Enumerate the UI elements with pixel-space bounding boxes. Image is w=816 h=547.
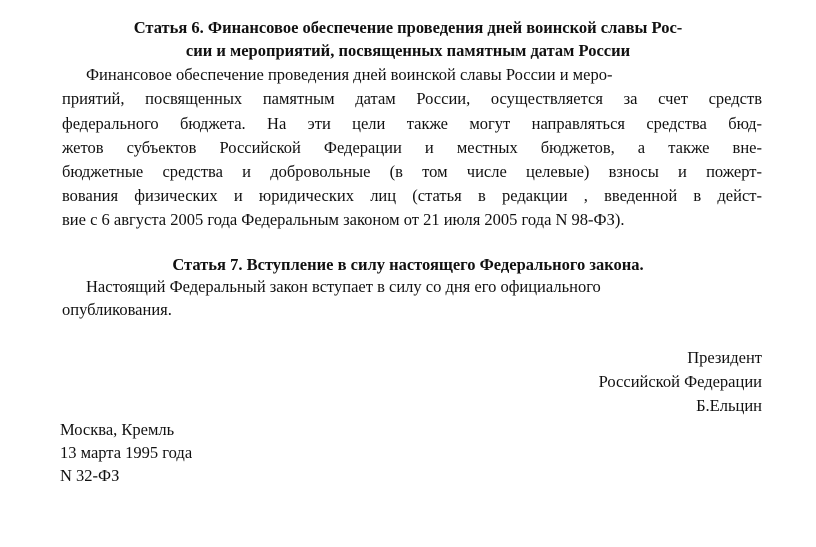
signature-country: Российской Федерации [598, 372, 762, 391]
article-6-body-line: жетов субъектов Российской Федерации и местных бюджетов, а также вне- [62, 138, 762, 157]
article-6-heading-line-1: Статья 6. Финансовое обеспечение проведения дней воинской славы Рос- [133, 18, 683, 37]
article-7-body-line: Настоящий Федеральный закон вступает в силу со дня его официального [86, 277, 601, 296]
article-6-body-line: федерального бюджета. На эти цели также могут направляться средства бюд- [62, 114, 762, 133]
signature-position: Президент [687, 348, 762, 367]
article-6-body-line: вие с 6 августа 2005 года Федеральным законом от 21 июля 2005 года N 98-ФЗ). [62, 210, 625, 229]
article-6-body-line: вования физических и юридических лиц (статья в редакции , введенной в дейст- [62, 186, 762, 205]
article-6-heading-line-2: сии и мероприятий, посвященных памятным датам России [185, 41, 631, 60]
law-number: N 32-ФЗ [60, 466, 120, 485]
article-6-body-line: бюджетные средства и добровольные (в том числе целевые) взносы и пожерт- [62, 162, 762, 181]
article-7-heading: Статья 7. Вступление в силу настоящего Федерального закона. [172, 255, 644, 274]
article-6-body-line: приятий, посвященных памятным датам России, осуществляется за счет средств [62, 89, 762, 108]
place: Москва, Кремль [60, 420, 175, 439]
date: 13 марта 1995 года [60, 443, 193, 462]
article-6-body-line: Финансовое обеспечение проведения дней воинской славы России и меро- [86, 65, 613, 84]
article-7-body-line: опубликования. [62, 300, 172, 319]
signature-name: Б.Ельцин [696, 396, 762, 415]
